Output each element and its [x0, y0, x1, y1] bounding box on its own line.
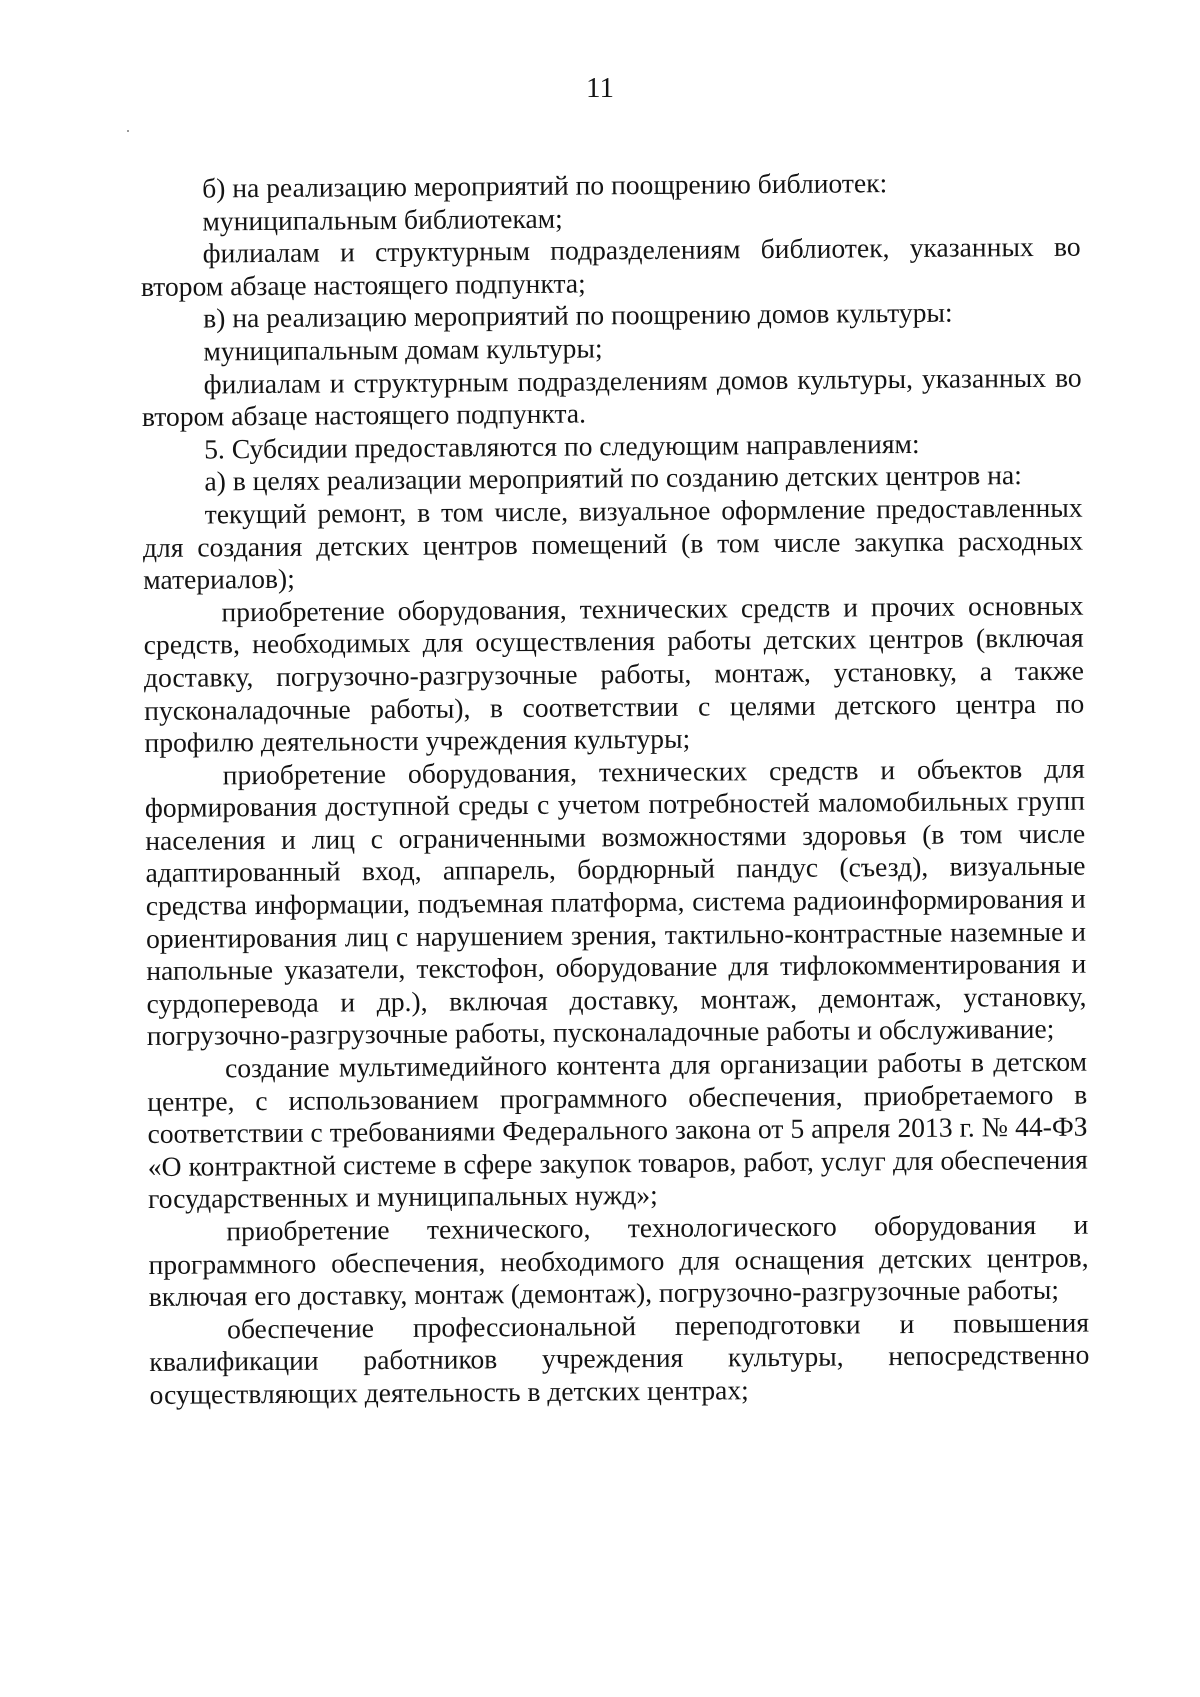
paragraph-culture-house-branches: филиалам и структурным подразделениям домов культуры, указанных во втором абзаце настоящего подпункта.: [141, 361, 1082, 433]
paragraph-5-subsidies: 5. Субсидии предоставляются по следующим направлениям:: [204, 427, 920, 465]
paragraph-v-culture-houses: в) на реализацию мероприятий по поощрению домов культуры:: [203, 296, 953, 334]
page-number: 11: [586, 72, 614, 104]
document-body: [140, 166, 1090, 1412]
paragraph-equipment-purchase: приобретение оборудования, технических средств и прочих основных средств, необходимых для осуществления работы детских центров (включая доставку, погрузочно-разгрузочные работы, монтаж, установку, а также пусконаладочные работы), в соответствии с целями детского центра по профилю деятельности учреждения культуры;: [143, 589, 1085, 759]
paragraph-municipal-libraries: муниципальным библиотекам;: [202, 202, 563, 237]
scan-speck: [127, 130, 129, 132]
paragraph-multimedia-content: создание мультимедийного контента для организации работы в детском центре, с использованием программного обеспечения, приобретаемого в соответствии с требованиями Федерального закона от 5 апреля 2013 г. № 44-ФЗ «О контрактной системе в сфере закупок товаров, работ, услуг для обеспечения государственных и муниципальных нужд»;: [147, 1045, 1088, 1215]
paragraph-current-repair: текущий ремонт, в том числе, визуальное оформление предоставленных для создания детских центров помещений (в том числе закупка расходных материалов);: [142, 491, 1084, 596]
paragraph-staff-training: обеспечение профессиональной переподготовки и повышения квалификации работников учреждения культуры, непосредственно осуществляющих деятельность в детских центрах;: [149, 1306, 1090, 1410]
paragraph-technical-equipment: приобретение технического, технологического оборудования и программного обеспечения, необходимого для оснащения детских центров, включая его доставку, монтаж (демонтаж), погрузочно-разгрузочные работы;: [148, 1208, 1089, 1313]
paragraph-b-libraries: б) на реализацию мероприятий по поощрению библиотек:: [201, 167, 888, 204]
paragraph-a-childrens-centers: а) в целях реализации мероприятий по созданию детских центров на:: [204, 459, 1022, 497]
paragraph-municipal-culture-houses: муниципальным домам культуры;: [203, 332, 603, 367]
paragraph-accessible-environment: приобретение оборудования, технических средств и объектов для формирования доступной среды с учетом потребностей маломобильных групп населения и лиц с ограниченными возможностями здоровья (в том числе адаптированный вход, аппарель, бордюрный пандус (съезд), визуальные средства информации, подъемная платформа, система радиоинформирования и ориентирования лиц с нарушением зрения, тактильно-контрастные наземные и напольные указатели, текстофон, оборудование для тифлокомментирования и сурдоперевода и др.), включая доставку, монтаж, демонтаж, установку, погрузочно-разгрузочные работы, пусконаладочные работы и обслуживание;: [144, 752, 1087, 1052]
paragraph-library-branches: филиалам и структурным подразделениям библиотек, указанных во втором абзаце настоящего подпункта;: [140, 230, 1081, 302]
